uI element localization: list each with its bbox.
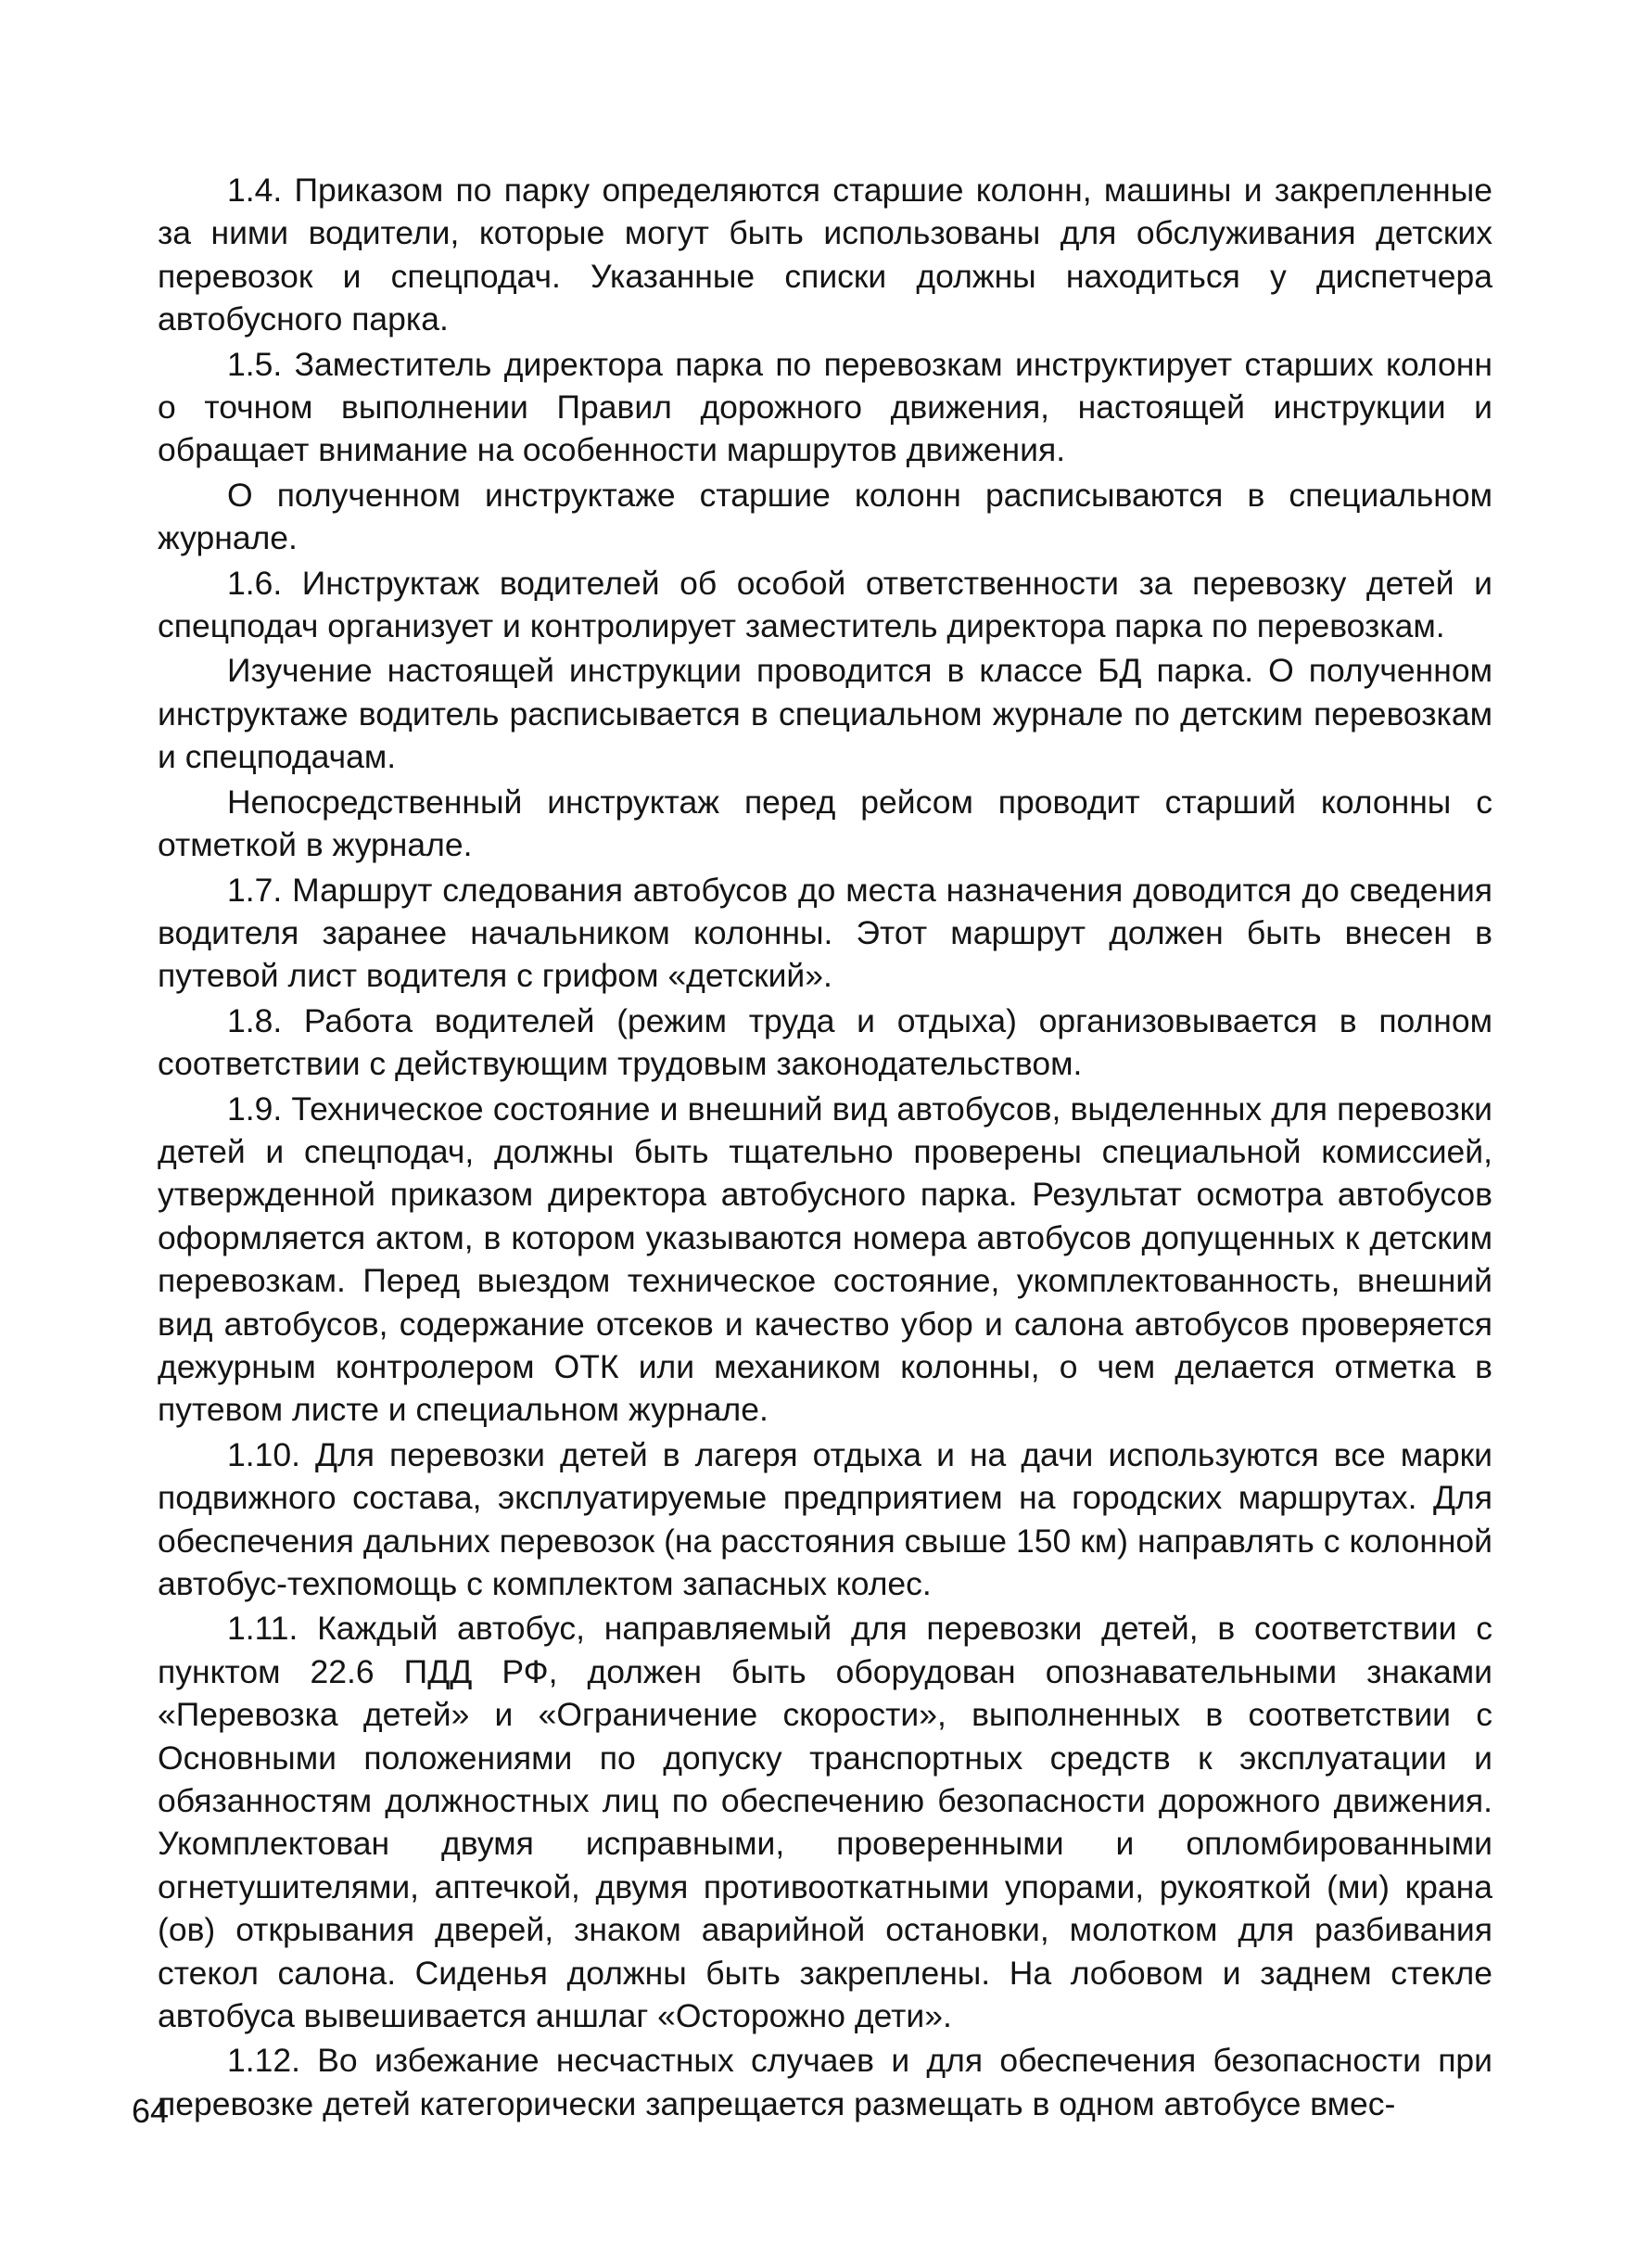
- paragraph-1-12: 1.12. Во избежание несчастных случаев и для обеспечения безопасности при перевозке детей категорически запрещается размещать в одном автобусе вмес-: [158, 2042, 1492, 2122]
- page-number: 64: [132, 2092, 170, 2130]
- paragraph-1-9: 1.9. Техническое состояние и внешний вид автобусов, выделенных для перевозки детей и спецподач, должны быть тщательно проверены специальной комиссией, утвержденной приказом директора автобусного парка. Результат осмотра автобусов оформляется актом, в котором указываются номера автобусов допущенных к детским перевозкам. Перед выездом техническое состояние, укомплектованность, внешний вид автобусов, содержание отсеков и качество убор и салона автобусов проверяется дежурным контролером ОТК или механиком колонны, о чем делается отметка в путевом листе и специальном журнале.: [158, 1089, 1492, 1429]
- paragraph-briefing-signature: О полученном инструктаже старшие колонн расписываются в специальном журнале.: [158, 476, 1492, 557]
- paragraph-1-4: 1.4. Приказом по парку определяются старшие колонн, машины и закрепленные за ними водители, которые могут быть использованы для обслуживания детских перевозок и спецподач. Указанные списки должны находиться у диспетчера автобусного парка.: [158, 172, 1492, 338]
- paragraph-1-8: 1.8. Работа водителей (режим труда и отдыха) организовывается в полном соответствии с действующим трудовым законодательством.: [158, 1001, 1492, 1083]
- paragraph-pre-trip-briefing: Непосредственный инструктаж перед рейсом проводит старший колонны с отметкой в журнале.: [158, 783, 1492, 864]
- paragraph-instruction-study: Изучение настоящей инструкции проводится в классе БД парка. О полученном инструктаже водитель расписывается в специальном журнале по детским перевозкам и спецподачам.: [158, 652, 1492, 776]
- paragraph-1-5: 1.5. Заместитель директора парка по перевозкам инструктирует старших колонн о точном выполнении Правил дорожного движения, настоящей инструкции и обращает внимание на особенности маршрутов движения.: [158, 345, 1492, 469]
- paragraph-1-6: 1.6. Инструктаж водителей об особой ответственности за перевозку детей и спецподач организует и контролирует заместитель директора парка по перевозкам.: [158, 564, 1492, 645]
- paragraph-1-10: 1.10. Для перевозки детей в лагеря отдыха и на дачи используются все марки подвижного состава, эксплуатируемые предприятием на городских маршрутах. Для обеспечения дальних перевозок (на расстояния свыше 150 км) направлять с колонной автобус-техпомощь с комплектом запасных колес.: [158, 1435, 1492, 1602]
- page-text-body: [158, 169, 1492, 2127]
- paragraph-1-11: 1.11. Каждый автобус, направляемый для перевозки детей, в соответствии с пунктом 22.6 ПДД РФ, должен быть оборудован опознавательными знаками «Перевозка детей» и «Ограничение скорости», выполненных в соответствии с Основными положениями по допуску транспортных средств к эксплуатации и обязанностям должностных лиц по обеспечению безопасности дорожного движения. Укомплектован двумя исправными, проверенными и опломбированными огнетушителями, аптечкой, двумя противооткатными упорами, рукояткой (ми) крана (ов) открывания дверей, знаком аварийной остановки, молотком для разбивания стекол салона. Сиденья должны быть закреплены. На лобовом и заднем стекле автобуса вывешивается аншлаг «Осторожно дети».: [158, 1610, 1492, 2035]
- paragraph-1-7: 1.7. Маршрут следования автобусов до места назначения доводится до сведения водителя заранее начальником колонны. Этот маршрут должен быть внесен в путевой лист водителя с грифом «детский».: [158, 871, 1492, 995]
